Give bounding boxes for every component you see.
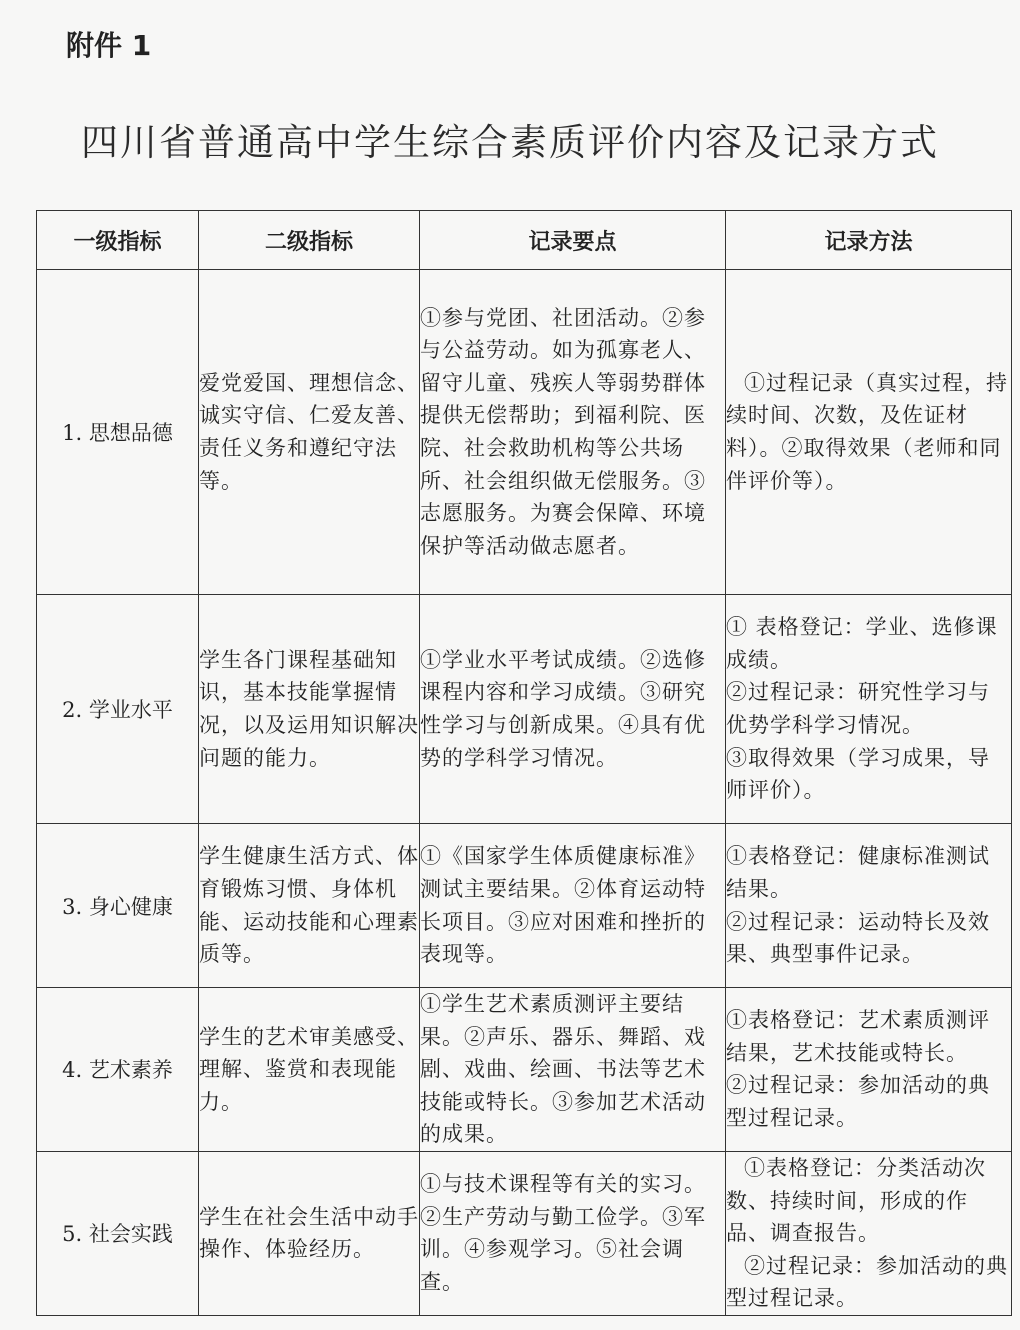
header-method: 记录方法 — [726, 211, 1012, 270]
level2-cell: 爱党爱国、理想信念、诚实守信、仁爱友善、责任义务和遵纪守法等。 — [199, 270, 420, 595]
method-line: ②过程记录：运动特长及效果、典型事件记录。 — [726, 909, 990, 967]
method-line: ②过程记录：参加活动的典型过程记录。 — [726, 1073, 990, 1131]
method-line: ②过程记录：参加活动的典型过程记录。 — [726, 1253, 1008, 1311]
method-line: ①过程记录（真实过程，持续时间、次数，及佐证材料）。②取得效果（老师和同伴评价等）。 — [726, 370, 1008, 493]
method-cell — [726, 595, 1012, 824]
header-level2: 二级指标 — [199, 211, 420, 270]
points-cell: ①学生艺术素质测评主要结果。②声乐、器乐、舞蹈、戏剧、戏曲、绘画、书法等艺术技能或特长。③参加艺术活动的成果。 — [420, 988, 726, 1152]
points-cell: ①学业水平考试成绩。②选修课程内容和学习成绩。③研究性学习与创新成果。④具有优势的学科学习情况。 — [420, 595, 726, 824]
table-row — [37, 824, 1012, 988]
method-line: ②过程记录：研究性学习与优势学科学习情况。 — [726, 680, 990, 737]
table-header-row — [37, 211, 1012, 270]
method-cell — [726, 988, 1012, 1152]
header-level1: 一级指标 — [37, 211, 199, 270]
points-cell: ①《国家学生体质健康标准》测试主要结果。②体育运动特长项目。③应对困难和挫折的表现等。 — [420, 824, 726, 988]
table-row — [37, 1151, 1012, 1315]
method-line: ①表格登记：分类活动次数、持续时间，形成的作品、调查报告。 — [726, 1155, 986, 1246]
level2-cell: 学生在社会生活中动手操作、体验经历。 — [199, 1151, 420, 1315]
method-line: ①表格登记：艺术素质测评结果，艺术技能或特长。 — [726, 1008, 990, 1065]
table-row — [37, 988, 1012, 1152]
table-row — [37, 595, 1012, 824]
level1-cell: 3. 身心健康 — [37, 824, 199, 988]
method-line: ① 表格登记：学业、选修课成绩。 — [726, 615, 998, 672]
evaluation-table — [36, 210, 1012, 1316]
method-cell — [726, 1151, 1012, 1315]
level2-cell: 学生的艺术审美感受、理解、鉴赏和表现能力。 — [199, 988, 420, 1152]
level1-cell: 2. 学业水平 — [37, 595, 199, 824]
level1-cell: 5. 社会实践 — [37, 1151, 199, 1315]
header-points: 记录要点 — [420, 211, 726, 270]
points-cell: ①与技术课程等有关的实习。②生产劳动与勤工俭学。③军训。④参观学习。⑤社会调查。 — [420, 1151, 726, 1315]
level2-cell: 学生各门课程基础知识，基本技能掌握情况，以及运用知识解决问题的能力。 — [199, 595, 420, 824]
method-cell — [726, 824, 1012, 988]
table-row — [37, 270, 1012, 595]
method-cell — [726, 270, 1012, 595]
points-cell: ①参与党团、社团活动。②参与公益劳动。如为孤寡老人、留守儿童、残疾人等弱势群体提供无偿帮助；到福利院、医院、社会救助机构等公共场所、社会组织做无偿服务。③志愿服务。为赛会保障、环境保护等活动做志愿者。 — [420, 270, 726, 595]
document-title: 四川省普通高中学生综合素质评价内容及记录方式 — [81, 121, 939, 164]
attachment-label: 附件 1 — [66, 29, 152, 62]
level1-cell: 1. 思想品德 — [37, 270, 199, 595]
method-line: ③取得效果（学习成果，导师评价）。 — [726, 745, 990, 803]
method-line: ①表格登记：健康标准测试结果。 — [726, 844, 990, 901]
level2-cell: 学生健康生活方式、体育锻炼习惯、身体机能、运动技能和心理素质等。 — [199, 824, 420, 988]
level1-cell: 4. 艺术素养 — [37, 988, 199, 1152]
